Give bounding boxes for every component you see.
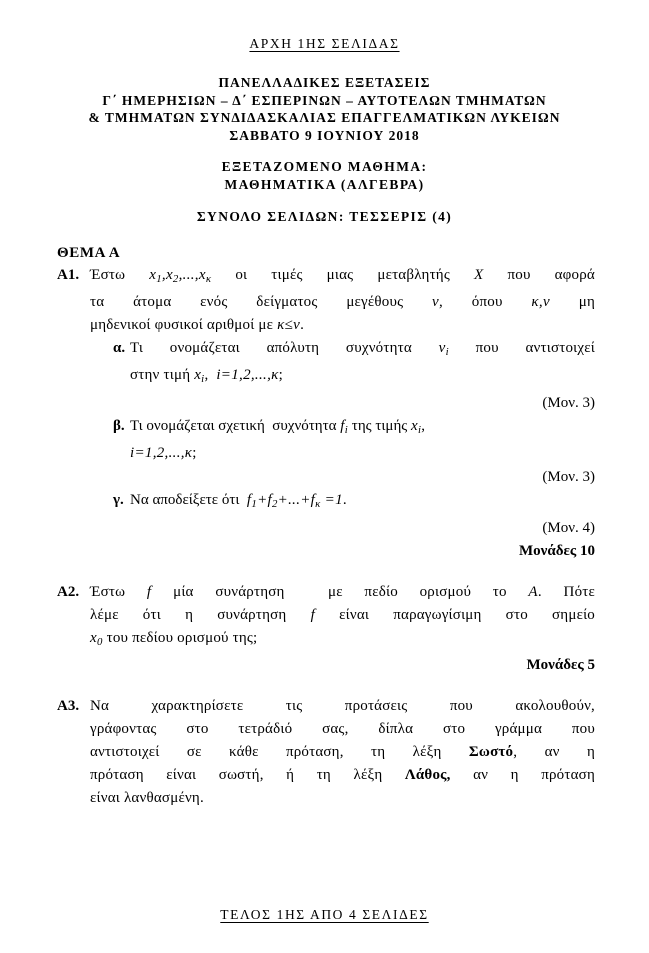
question-a1-sub-gamma-label: γ. [113, 492, 124, 509]
question-a1-sub-alpha-line-2: στην τιμή $x_i$, i=1,2,...,κ; [130, 367, 284, 386]
question-a3-line-1: Να χαρακτηρίσετε τις προτάσεις που ακολουθούν, [90, 698, 595, 715]
question-a1-sub-alpha-line-1: Τι ονομάζεται απόλυτη συχνότητα $\nu_i$ που αντιστοιχεί [130, 340, 595, 359]
total-pages-line: ΣΥΝΟΛΟ ΣΕΛΙΔΩΝ: ΤΕΣΣΕΡΙΣ (4) [196, 209, 453, 224]
exam-date-line: ΣΑΒΒΑΤΟ 9 ΙΟΥΝΙΟΥ 2018 [229, 127, 420, 143]
exam-title-line-3: & ΤΜΗΜΑΤΩΝ ΣΥΝΔΙΔΑΣΚΑΛΙΑΣ ΕΠΑΓΓΕΛΜΑΤΙΚΩΝ ΛΥΚΕΙΩΝ [88, 110, 561, 125]
page-start-marker-text: ΑΡΧΗ 1ΗΣ ΣΕΛΙΔΑΣ [249, 36, 400, 51]
question-a1-sub-alpha [113, 337, 595, 391]
question-a1-sub-beta-line-1: Τι ονομάζεται σχετική συχνότητα $f_i$ της τιμής $x_i$, [130, 418, 426, 437]
question-a2-line-1: Έστω f μία συνάρτηση με πεδίο ορισμού το A. Πότε [90, 584, 596, 601]
question-a1-sub-alpha-label: α. [113, 340, 126, 357]
question-a1-sub-beta-body [130, 415, 595, 465]
question-a1-sub-beta-points: (Μον. 3) [542, 469, 595, 486]
question-a1-sub-beta-line-2: i=1,2,...,κ; [130, 445, 197, 462]
question-a1-line-3: μηδενικοί φυσικοί αριθμοί με κ≤ν. [90, 317, 305, 334]
question-a3-keyword-correct: Σωστό [468, 744, 514, 761]
question-a3-line-4-part-2: αν η πρόταση [450, 767, 595, 784]
question-a3-line-3 [90, 741, 595, 764]
question-a1-sub-gamma-body [130, 489, 595, 516]
question-a2-label: Α2. [57, 584, 80, 601]
question-a3-line-3-part-2: , αν η [513, 744, 595, 761]
question-a1-total-points: Μονάδες 10 [518, 543, 595, 560]
question-a1-sub-gamma-line-1: Να αποδείξετε ότι $f_1+f_2+...+f_\kappa =1$. [130, 492, 347, 511]
exam-page [0, 36, 649, 953]
question-a3-label: Α3. [57, 698, 80, 715]
page-title: ΘΕΜΑ Α [57, 245, 121, 261]
question-a3-body [90, 695, 595, 810]
page-end-marker [0, 907, 649, 923]
question-a1-sub-gamma [113, 489, 595, 516]
question-a1-label: Α1. [57, 267, 80, 283]
exam-title-line-1: ΠΑΝΕΛΛΑΔΙΚΕΣ ΕΞΕΤΑΣΕΙΣ [218, 75, 431, 90]
question-a1-sub-beta-label: β. [113, 418, 125, 435]
question-a3-line-5: είναι λανθασμένη. [90, 790, 204, 807]
subject-name: ΜΑΘΗΜΑΤΙΚΑ (ΑΛΓΕΒΡΑ) [224, 176, 425, 192]
question-a1-line-1: Έστω $x_1,x_2,...,x_\kappa$ οι τιμές μιας μεταβλητής X που αφορά [90, 267, 595, 286]
question-a3-keyword-wrong: Λάθος, [404, 767, 451, 784]
question-a1-sub-alpha-points: (Μον. 3) [542, 395, 595, 412]
subject-label: ΕΞΕΤΑΖΟΜΕΝΟ ΜΑΘΗΜΑ: [221, 159, 428, 174]
question-a3-line-2: γράφοντας στο τετράδιό σας, δίπλα στο γράμμα που [90, 721, 595, 738]
question-a1-sub-beta [113, 415, 595, 465]
question-a1-body [90, 264, 595, 563]
question-a3-line-4-part-1: πρόταση είναι σωστή, ή τη λέξη [90, 767, 405, 784]
exam-body [0, 245, 649, 810]
question-a1-sub-gamma-points: (Μον. 4) [542, 520, 595, 537]
question-a3-line-3-part-1: αντιστοιχεί σε κάθε πρόταση, τη λέξη [90, 744, 469, 761]
question-a2-line-2: λέμε ότι η συνάρτηση f είναι παραγωγίσιμη στο σημείο [90, 607, 595, 624]
question-a2-body [90, 581, 595, 677]
question-a1-sub-alpha-body [130, 337, 595, 391]
page-start-marker [0, 36, 649, 52]
question-a3 [57, 695, 595, 810]
exam-authority-block [0, 74, 649, 144]
question-a1 [57, 264, 595, 563]
question-a2-line-3: $x_0$ του πεδίου ορισμού της; [90, 630, 258, 649]
page-end-marker-text: ΤΕΛΟΣ 1ΗΣ ΑΠΟ 4 ΣΕΛΙΔΕΣ [220, 907, 429, 922]
question-a2-total-points: Μονάδες 5 [526, 657, 595, 674]
exam-title-line-2: Γ΄ ΗΜΕΡΗΣΙΩΝ – Δ΄ ΕΣΠΕΡΙΝΩΝ – ΑΥΤΟΤΕΛΩΝ ΤΜΗΜΑΤΩΝ [102, 92, 547, 108]
question-a1-line-2: τα άτομα ενός δείγματος μεγέθους ν, όπου κ,ν μη [90, 294, 595, 311]
question-a3-line-4 [90, 764, 595, 787]
subject-block [0, 158, 649, 193]
question-a2 [57, 581, 595, 677]
